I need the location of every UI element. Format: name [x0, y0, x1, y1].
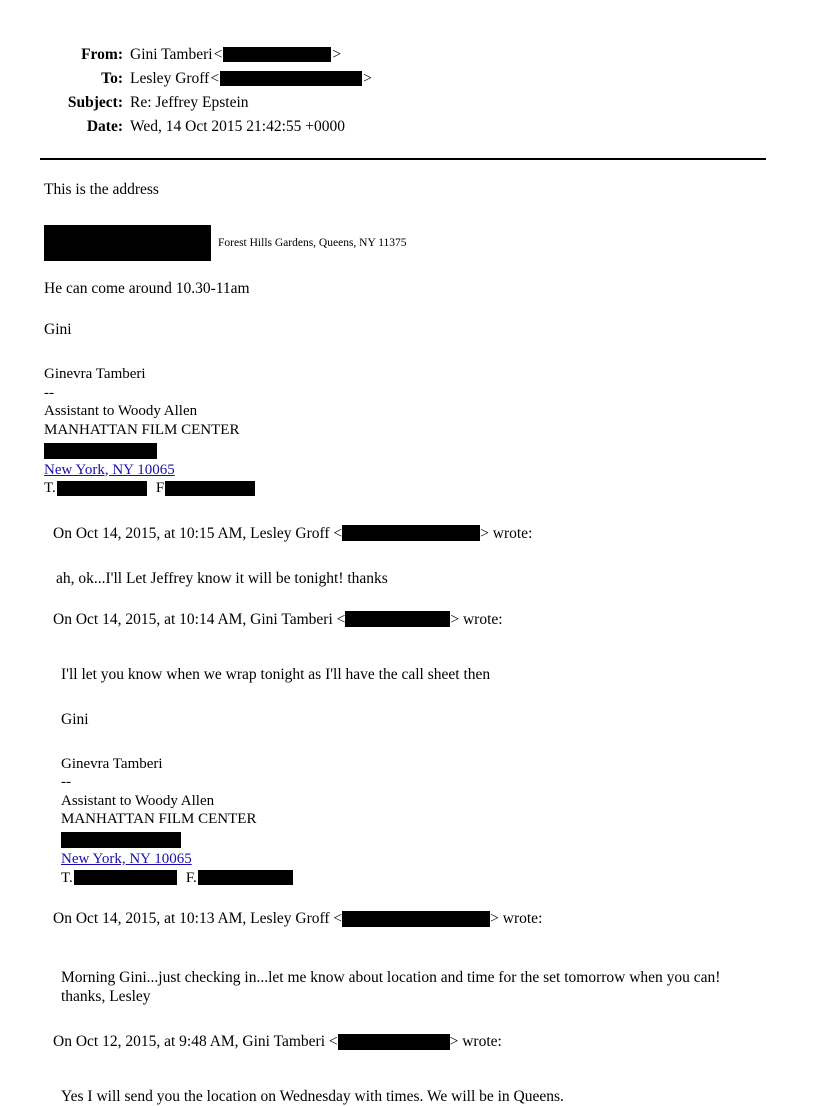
- quote-2-signature-dashes: --: [61, 774, 71, 790]
- date-value: Wed, 14 Oct 2015 21:42:55 +0000: [130, 118, 346, 135]
- date-label: Date:: [86, 118, 123, 135]
- signature-block: [44, 365, 774, 498]
- quote-3-header-suffix: > wrote:: [490, 910, 543, 927]
- quote-2-signature-city-link[interactable]: New York, NY 10065: [61, 851, 192, 867]
- fax-label: F: [155, 480, 165, 496]
- address-line: [44, 225, 774, 261]
- quote-4-header-text: On Oct 12, 2015, at 9:48 AM, Gini Tamberi <: [53, 1033, 338, 1050]
- subject-value: Re: Jeffrey Epstein: [130, 94, 249, 111]
- signature-dashes: --: [44, 384, 54, 401]
- quote-2-signature-title: Assistant to Woody Allen: [61, 792, 215, 809]
- redacted-from-email: [223, 47, 331, 62]
- quote-2-signature-company: MANHATTAN FILM CENTER: [61, 811, 257, 827]
- arrival-time-line: He can come around 10.30-11am: [44, 280, 250, 297]
- signature-company: MANHATTAN FILM CENTER: [44, 421, 240, 438]
- redacted-phone: [57, 481, 147, 496]
- redacted-quote-2-email: [345, 611, 450, 627]
- signature-phone-fax-row: [44, 479, 774, 498]
- from-name: Gini Tamberi: [130, 46, 213, 63]
- quote-4-header-suffix: > wrote:: [449, 1033, 502, 1050]
- header-row-to: [44, 68, 766, 89]
- quote-2-header-suffix: > wrote:: [450, 610, 503, 628]
- signoff-line: Gini: [44, 321, 72, 338]
- redacted-signature-street: [44, 443, 157, 459]
- quote-3-header-text: On Oct 14, 2015, at 10:13 AM, Lesley Groff <: [53, 910, 343, 927]
- redacted-quote-2-street: [61, 832, 181, 848]
- phone-label: T.: [44, 480, 56, 496]
- header-divider: [40, 158, 766, 160]
- angle-open: <: [213, 46, 223, 63]
- quote-2-text: I'll let you know when we wrap tonight as I'll have the call sheet then: [61, 665, 491, 683]
- redacted-quote-2-phone: [74, 870, 177, 885]
- quote-2-signature-block: [61, 755, 774, 888]
- quote-3-text-line-1: Morning Gini...just checking in...let me know about location and time for the set tomorrow when you can!: [61, 969, 721, 986]
- redacted-signature-street-row: [44, 441, 774, 460]
- redacted-to-email: [220, 71, 362, 86]
- angle-close: >: [332, 46, 342, 63]
- header-row-from: [44, 44, 766, 65]
- angle-close: >: [363, 70, 372, 87]
- redacted-quote-4-email: [338, 1034, 450, 1050]
- to-label: To:: [101, 70, 123, 87]
- redacted-quote-2-fax: [198, 870, 293, 885]
- address-intro: This is the address: [44, 181, 159, 198]
- email-body: [44, 180, 774, 1106]
- to-value: [130, 68, 373, 89]
- quote-2-fax-label: F.: [185, 869, 197, 886]
- signature-name: Ginevra Tamberi: [44, 366, 146, 382]
- quote-1-header: [53, 524, 774, 543]
- email-header-block: [44, 44, 766, 140]
- redacted-quote-3-email: [342, 911, 490, 927]
- signature-city-link[interactable]: New York, NY 10065: [44, 461, 175, 478]
- quote-4-text: Yes I will send you the location on Wednesday with times. We will be in Queens.: [61, 1088, 564, 1105]
- header-row-subject: [44, 92, 766, 113]
- quote-3-text-line-2: thanks, Lesley: [61, 988, 151, 1005]
- angle-open: <: [210, 70, 220, 87]
- redacted-quote-1-email: [342, 525, 480, 541]
- quote-3-header: [53, 909, 774, 928]
- quote-1-header-text: On Oct 14, 2015, at 10:15 AM, Lesley Groff <: [53, 524, 343, 542]
- quote-2-signature-name: Ginevra Tamberi: [61, 755, 163, 772]
- quote-4-header: [53, 1032, 774, 1051]
- quote-2-header: [53, 610, 774, 629]
- from-label: From:: [81, 46, 123, 63]
- signature-title: Assistant to Woody Allen: [44, 403, 198, 419]
- quote-1-text: ah, ok...I'll Let Jeffrey know it will be tonight! thanks: [56, 569, 388, 587]
- quote-2-phone-fax-row: [61, 869, 774, 888]
- subject-label: Subject:: [67, 94, 123, 111]
- quote-2-redacted-street-row: [61, 831, 774, 850]
- quote-1-header-suffix: > wrote:: [480, 524, 533, 542]
- from-value: [130, 44, 342, 65]
- quote-2-header-text: On Oct 14, 2015, at 10:14 AM, Gini Tamberi <: [53, 610, 346, 628]
- redacted-fax: [165, 481, 255, 496]
- header-row-date: [44, 116, 766, 137]
- to-name: Lesley Groff: [130, 70, 210, 87]
- quote-2-signoff: Gini: [61, 710, 89, 728]
- address-city-state-zip: Forest Hills Gardens, Queens, NY 11375: [218, 236, 407, 249]
- redacted-street-address: [44, 225, 211, 261]
- quote-2-phone-label: T.: [61, 869, 73, 886]
